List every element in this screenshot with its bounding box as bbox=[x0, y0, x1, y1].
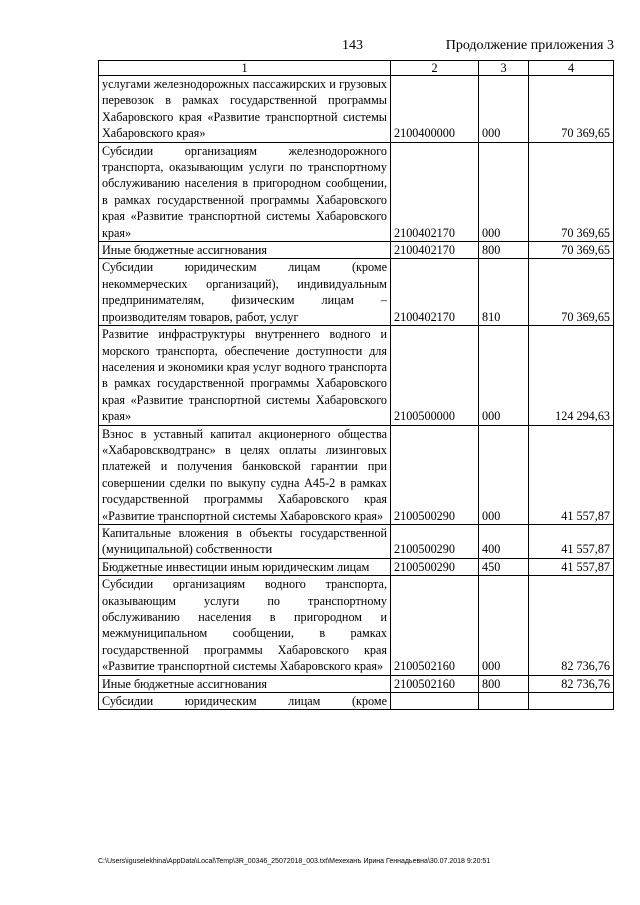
row-description: Иные бюджетные ассигнования bbox=[99, 675, 391, 692]
column-header-2: 2 bbox=[391, 61, 479, 76]
row-description: Бюджетные инвестиции иным юридическим лицам bbox=[99, 558, 391, 575]
row-code: 2100402170 bbox=[391, 259, 479, 326]
row-amount: 82 736,76 bbox=[529, 675, 614, 692]
row-description: Субсидии юридическим лицам (кроме некоммерческих организаций), индивидуальным предпринимателям, физическим лицам – производителям товаров, работ, услуг bbox=[99, 259, 391, 326]
column-header-3: 3 bbox=[479, 61, 529, 76]
row-code: 2100502160 bbox=[391, 576, 479, 675]
row-code: 2100500290 bbox=[391, 425, 479, 524]
row-expense-type: 810 bbox=[479, 259, 529, 326]
table-row bbox=[99, 558, 614, 575]
row-expense-type bbox=[479, 693, 529, 710]
row-amount: 41 557,87 bbox=[529, 524, 614, 558]
row-amount: 70 369,65 bbox=[529, 142, 614, 241]
continuation-label: Продолжение приложения 3 bbox=[445, 38, 614, 53]
row-expense-type: 000 bbox=[479, 425, 529, 524]
page-number: 143 bbox=[342, 38, 363, 53]
row-expense-type: 450 bbox=[479, 558, 529, 575]
row-amount: 41 557,87 bbox=[529, 425, 614, 524]
row-description: Развитие инфраструктуры внутреннего водного и морского транспорта, обеспечение доступности для населения и экономики края услуг водного транспорта в рамках государственной программы Хабаровского края «Развитие транспортной системы Хабаровского края» bbox=[99, 326, 391, 425]
row-description: Субсидии организациям водного транспорта, оказывающим услуги по транспортному обслуживанию населения в пригородном и межмуниципальном сообщении, в рамках государственной программы Хабаровского края «Развитие транспортной системы Хабаровского края» bbox=[99, 576, 391, 675]
row-expense-type: 000 bbox=[479, 576, 529, 675]
row-expense-type: 000 bbox=[479, 142, 529, 241]
row-description: Иные бюджетные ассигнования bbox=[99, 242, 391, 259]
column-header-1: 1 bbox=[99, 61, 391, 76]
table-row bbox=[99, 76, 614, 143]
table-row bbox=[99, 576, 614, 675]
row-amount: 70 369,65 bbox=[529, 76, 614, 143]
row-expense-type: 000 bbox=[479, 326, 529, 425]
table-row bbox=[99, 326, 614, 425]
budget-table bbox=[98, 60, 614, 710]
footer-file-path: C:\Users\iguselekhina\AppData\Local\Temp\3R_00346_25072018_003.txt\Мехеханъ Ирина Геннадьевна\30.07.2018 9:20:51 bbox=[98, 858, 491, 865]
row-description: Взнос в уставный капитал акционерного общества «Хабаровскводтранс» в целях оплаты лизинговых платежей и получения банковской гарантии при совершении сделки по выкупу судна А45-2 в рамках государственной программы Хабаровского края «Развитие транспортной системы Хабаровского края» bbox=[99, 425, 391, 524]
row-code: 2100402170 bbox=[391, 242, 479, 259]
row-expense-type: 800 bbox=[479, 675, 529, 692]
row-amount: 70 369,65 bbox=[529, 259, 614, 326]
row-code: 2100500290 bbox=[391, 558, 479, 575]
column-header-4: 4 bbox=[529, 61, 614, 76]
table-row bbox=[99, 242, 614, 259]
row-code bbox=[391, 693, 479, 710]
row-description: Капитальные вложения в объекты государственной (муниципальной) собственности bbox=[99, 524, 391, 558]
row-code: 2100502160 bbox=[391, 675, 479, 692]
table-row bbox=[99, 259, 614, 326]
row-description: услугами железнодорожных пассажирских и грузовых перевозок в рамках государственной программы Хабаровского края «Развитие транспортной системы Хабаровского края» bbox=[99, 76, 391, 143]
row-code: 2100500000 bbox=[391, 326, 479, 425]
table-header-row bbox=[99, 61, 614, 76]
row-description: Субсидии организациям железнодорожного транспорта, оказывающим услуги по транспортному обслуживанию населения в пригородном сообщении, в рамках государственной программы Хабаровского края «Развитие транспортной системы Хабаровского края» bbox=[99, 142, 391, 241]
row-expense-type: 000 bbox=[479, 76, 529, 143]
row-amount: 41 557,87 bbox=[529, 558, 614, 575]
row-code: 2100402170 bbox=[391, 142, 479, 241]
table-row bbox=[99, 675, 614, 692]
row-amount: 124 294,63 bbox=[529, 326, 614, 425]
table-row bbox=[99, 693, 614, 710]
row-amount: 70 369,65 bbox=[529, 242, 614, 259]
row-expense-type: 400 bbox=[479, 524, 529, 558]
row-amount bbox=[529, 693, 614, 710]
row-amount: 82 736,76 bbox=[529, 576, 614, 675]
row-expense-type: 800 bbox=[479, 242, 529, 259]
table-row bbox=[99, 425, 614, 524]
row-description: Субсидии юридическим лицам (кроме bbox=[99, 693, 391, 710]
table-row bbox=[99, 142, 614, 241]
row-code: 2100400000 bbox=[391, 76, 479, 143]
table-row bbox=[99, 524, 614, 558]
row-code: 2100500290 bbox=[391, 524, 479, 558]
